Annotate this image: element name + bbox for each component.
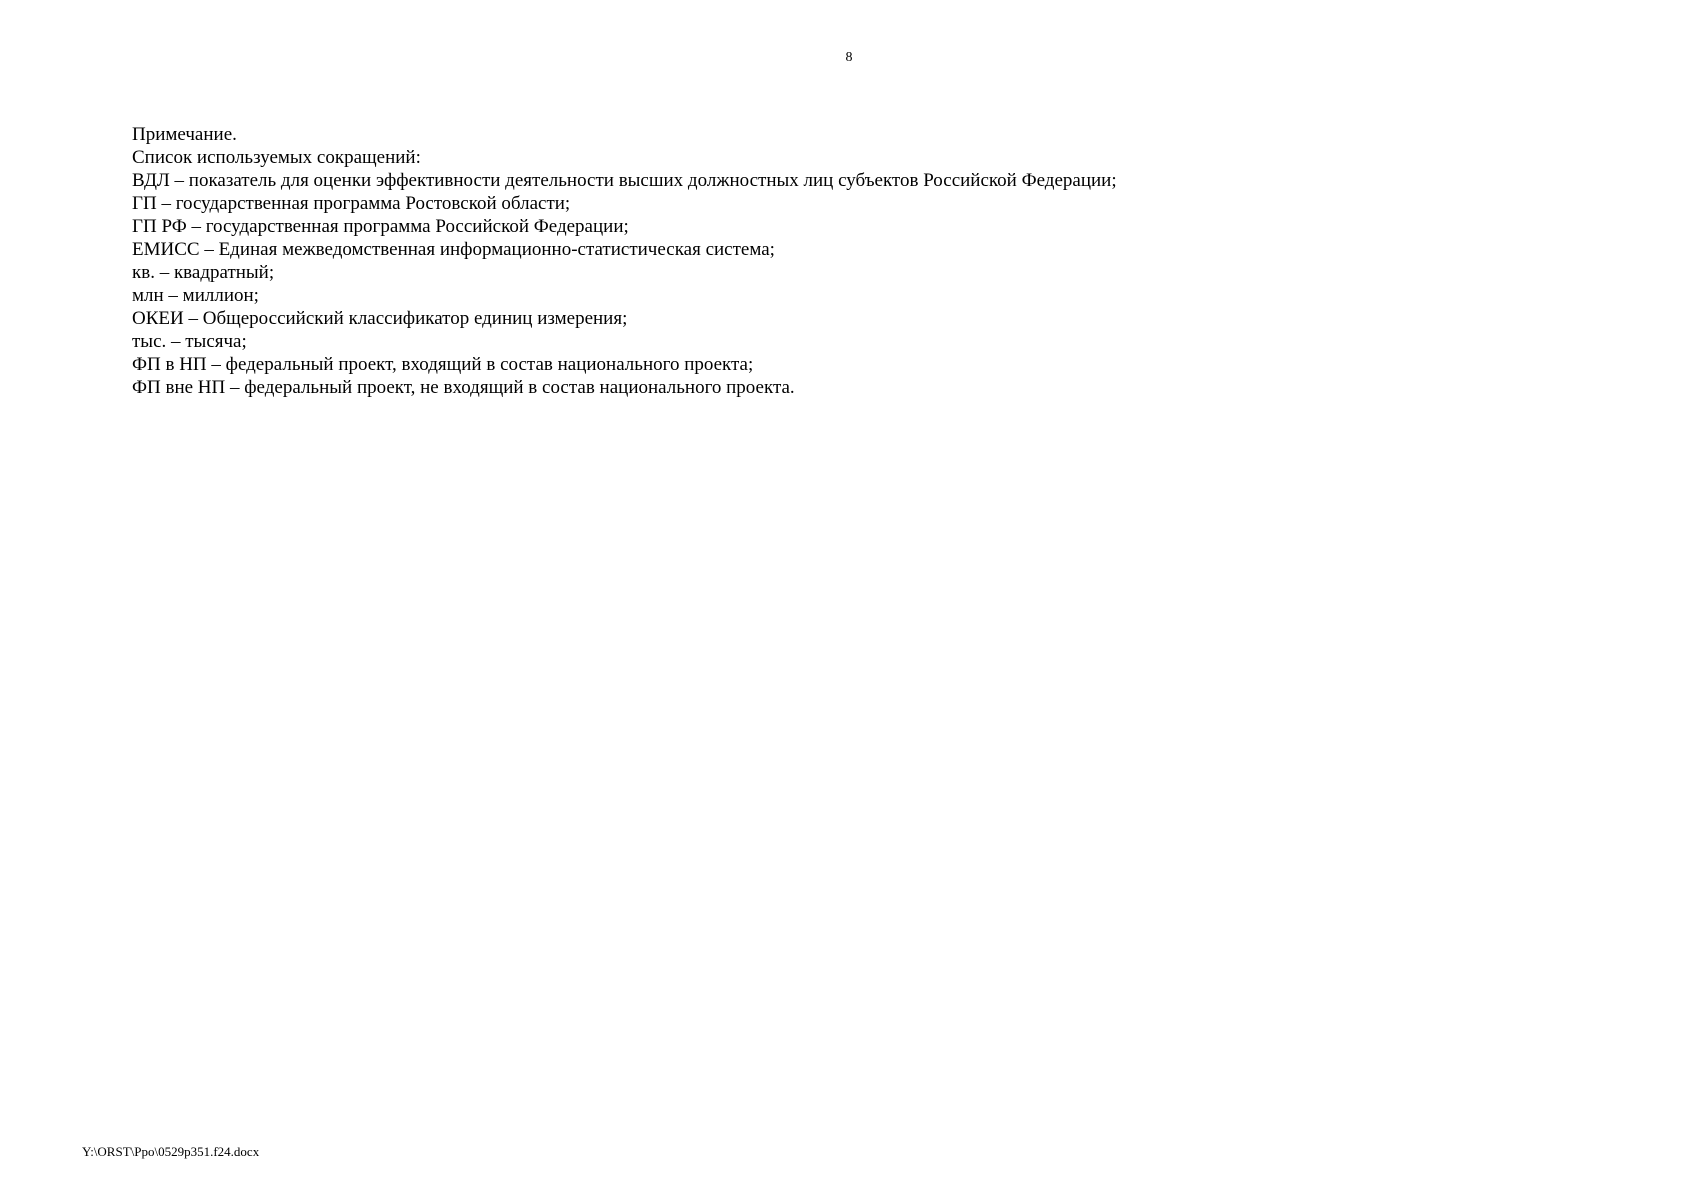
footer-file-path: Y:\ORST\Ppo\0529p351.f24.docx — [82, 1144, 260, 1159]
abbreviation-item: млн – миллион; — [132, 285, 259, 306]
abbreviation-item: кв. – квадратный; — [132, 262, 275, 283]
page-number: 8 — [845, 50, 853, 65]
abbreviation-item: ВДЛ – показатель для оценки эффективности деятельности высших должностных лиц субъектов Российской Федерации; — [132, 170, 1117, 191]
abbreviation-item: ФП вне НП – федеральный проект, не входящий в состав национального проекта. — [132, 377, 795, 398]
abbreviation-item: ГП – государственная программа Ростовской области; — [132, 193, 571, 214]
note-heading: Примечание. — [132, 124, 237, 145]
abbreviation-item: ГП РФ – государственная программа Российской Федерации; — [132, 216, 629, 237]
abbreviation-item: ФП в НП – федеральный проект, входящий в состав национального проекта; — [132, 354, 754, 375]
abbreviations-list-title: Список используемых сокращений: — [132, 147, 421, 168]
abbreviation-item: ЕМИСС – Единая межведомственная информационно-статистическая система; — [132, 239, 775, 260]
abbreviation-item: ОКЕИ – Общероссийский классификатор единиц измерения; — [132, 308, 628, 329]
note-block — [132, 123, 1582, 399]
abbreviation-item: тыс. – тысяча; — [132, 331, 247, 352]
